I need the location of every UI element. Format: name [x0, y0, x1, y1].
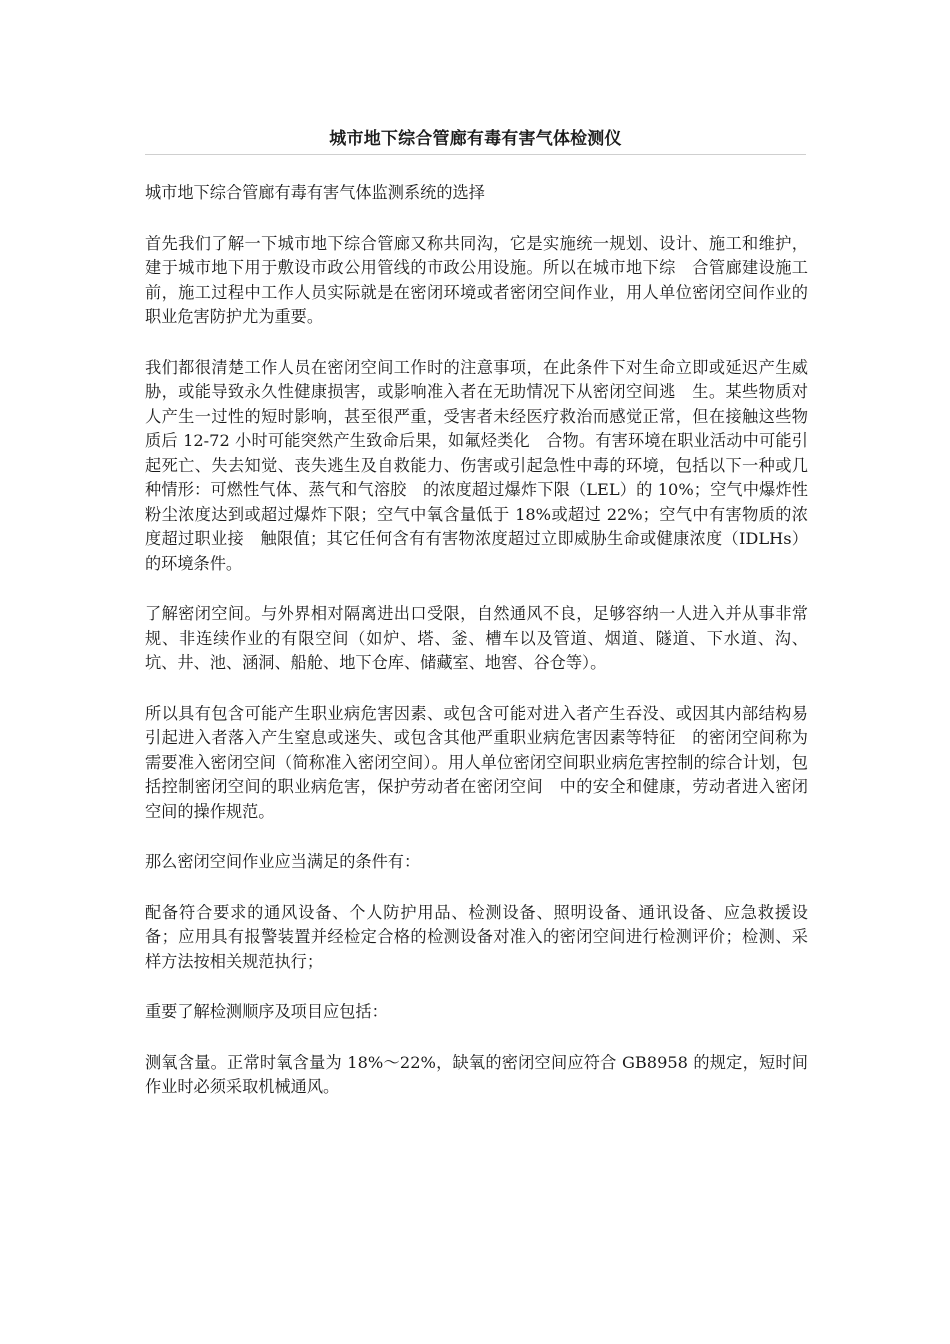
paragraph-conditions-heading: 那么密闭空间作业应当满足的条件有： — [145, 852, 421, 871]
paragraph-hazards: 我们都很清楚工作人员在密闭空间工作时的注意事项，在此条件下对生命立即或延迟产生威胁，或能导致永久性健康损害，或影响准入者在无助情况下从密闭空间逃 生。某些物质对人产生一过性的短时影响，甚至很严重，受害者未经医疗救治而感觉正常，但在接触这些物质后 12-72 小时可能突然产生致命后果，如氟烃类化 合物。有害环境在职业活动中可能引起死亡、失去知觉、丧失逃生及自救能力、伤害或引起急性中毒的环境，包括以下一种或几种情形：可燃性气体、蒸气和气溶胶 的浓度超过爆炸下限（LEL）的 10%；空气中爆炸性粉尘浓度达到或超过爆炸下限；空气中氧含量低于 18%或超过 22%；空气中有害物质的浓度超过职业接 触限值；其它任何含有有害物浓度超过立即威胁生命或健康浓度（IDLHs）的环境条件。 — [145, 357, 808, 573]
document-title: 城市地下综合管廊有毒有害气体检测仪 — [329, 129, 622, 149]
paragraph-intro: 首先我们了解一下城市地下综合管廊又称共同沟，它是实施统一规划、设计、施工和维护，建于城市地下用于敷设市政公用管线的市政公用设施。所以在城市地下综 合管廊建设施工前，施工过程中工作人员实际就是在密闭环境或者密闭空间作业，用人单位密闭空间作业的职业危害防护尤为重要。 — [145, 233, 808, 326]
paragraph-oxygen: 测氧含量。正常时氧含量为 18%～22%，缺氧的密闭空间应符合 GB8958 的规定，短时间作业时必须采取机械通风。 — [145, 1052, 808, 1096]
paragraph-detection-heading: 重要了解检测顺序及项目应包括： — [145, 1002, 388, 1021]
title-block — [145, 126, 806, 155]
paragraph-subtitle: 城市地下综合管廊有毒有害气体监测系统的选择 — [145, 183, 485, 202]
paragraph-equipment: 配备符合要求的通风设备、个人防护用品、检测设备、照明设备、通讯设备、应急救援设备；应用具有报警装置并经检定合格的检测设备对准入的密闭空间进行检测评价；检测、采样方法按相关规范执行； — [145, 902, 808, 971]
paragraph-permit-space: 所以具有包含可能产生职业病危害因素、或包含可能对进入者产生吞没、或因其内部结构易引起进入者落入产生窒息或迷失、或包含其他严重职业病危害因素等特征 的密闭空间称为需要准入密闭空间（简称准入密闭空间）。用人单位密闭空间职业病危害控制的综合计划，包括控制密闭空间的职业病危害，保护劳动者在密闭空间 中的安全和健康，劳动者进入密闭空间的操作规范。 — [145, 703, 808, 821]
paragraph-confined-space: 了解密闭空间。与外界相对隔离进出口受限，自然通风不良，足够容纳一人进入并从事非常规、非连续作业的有限空间（如炉、塔、釜、槽车以及管道、烟道、隧道、下水道、沟、坑、井、池、涵洞、船舱、地下仓库、储藏室、地窖、谷仓等）。 — [145, 604, 808, 672]
